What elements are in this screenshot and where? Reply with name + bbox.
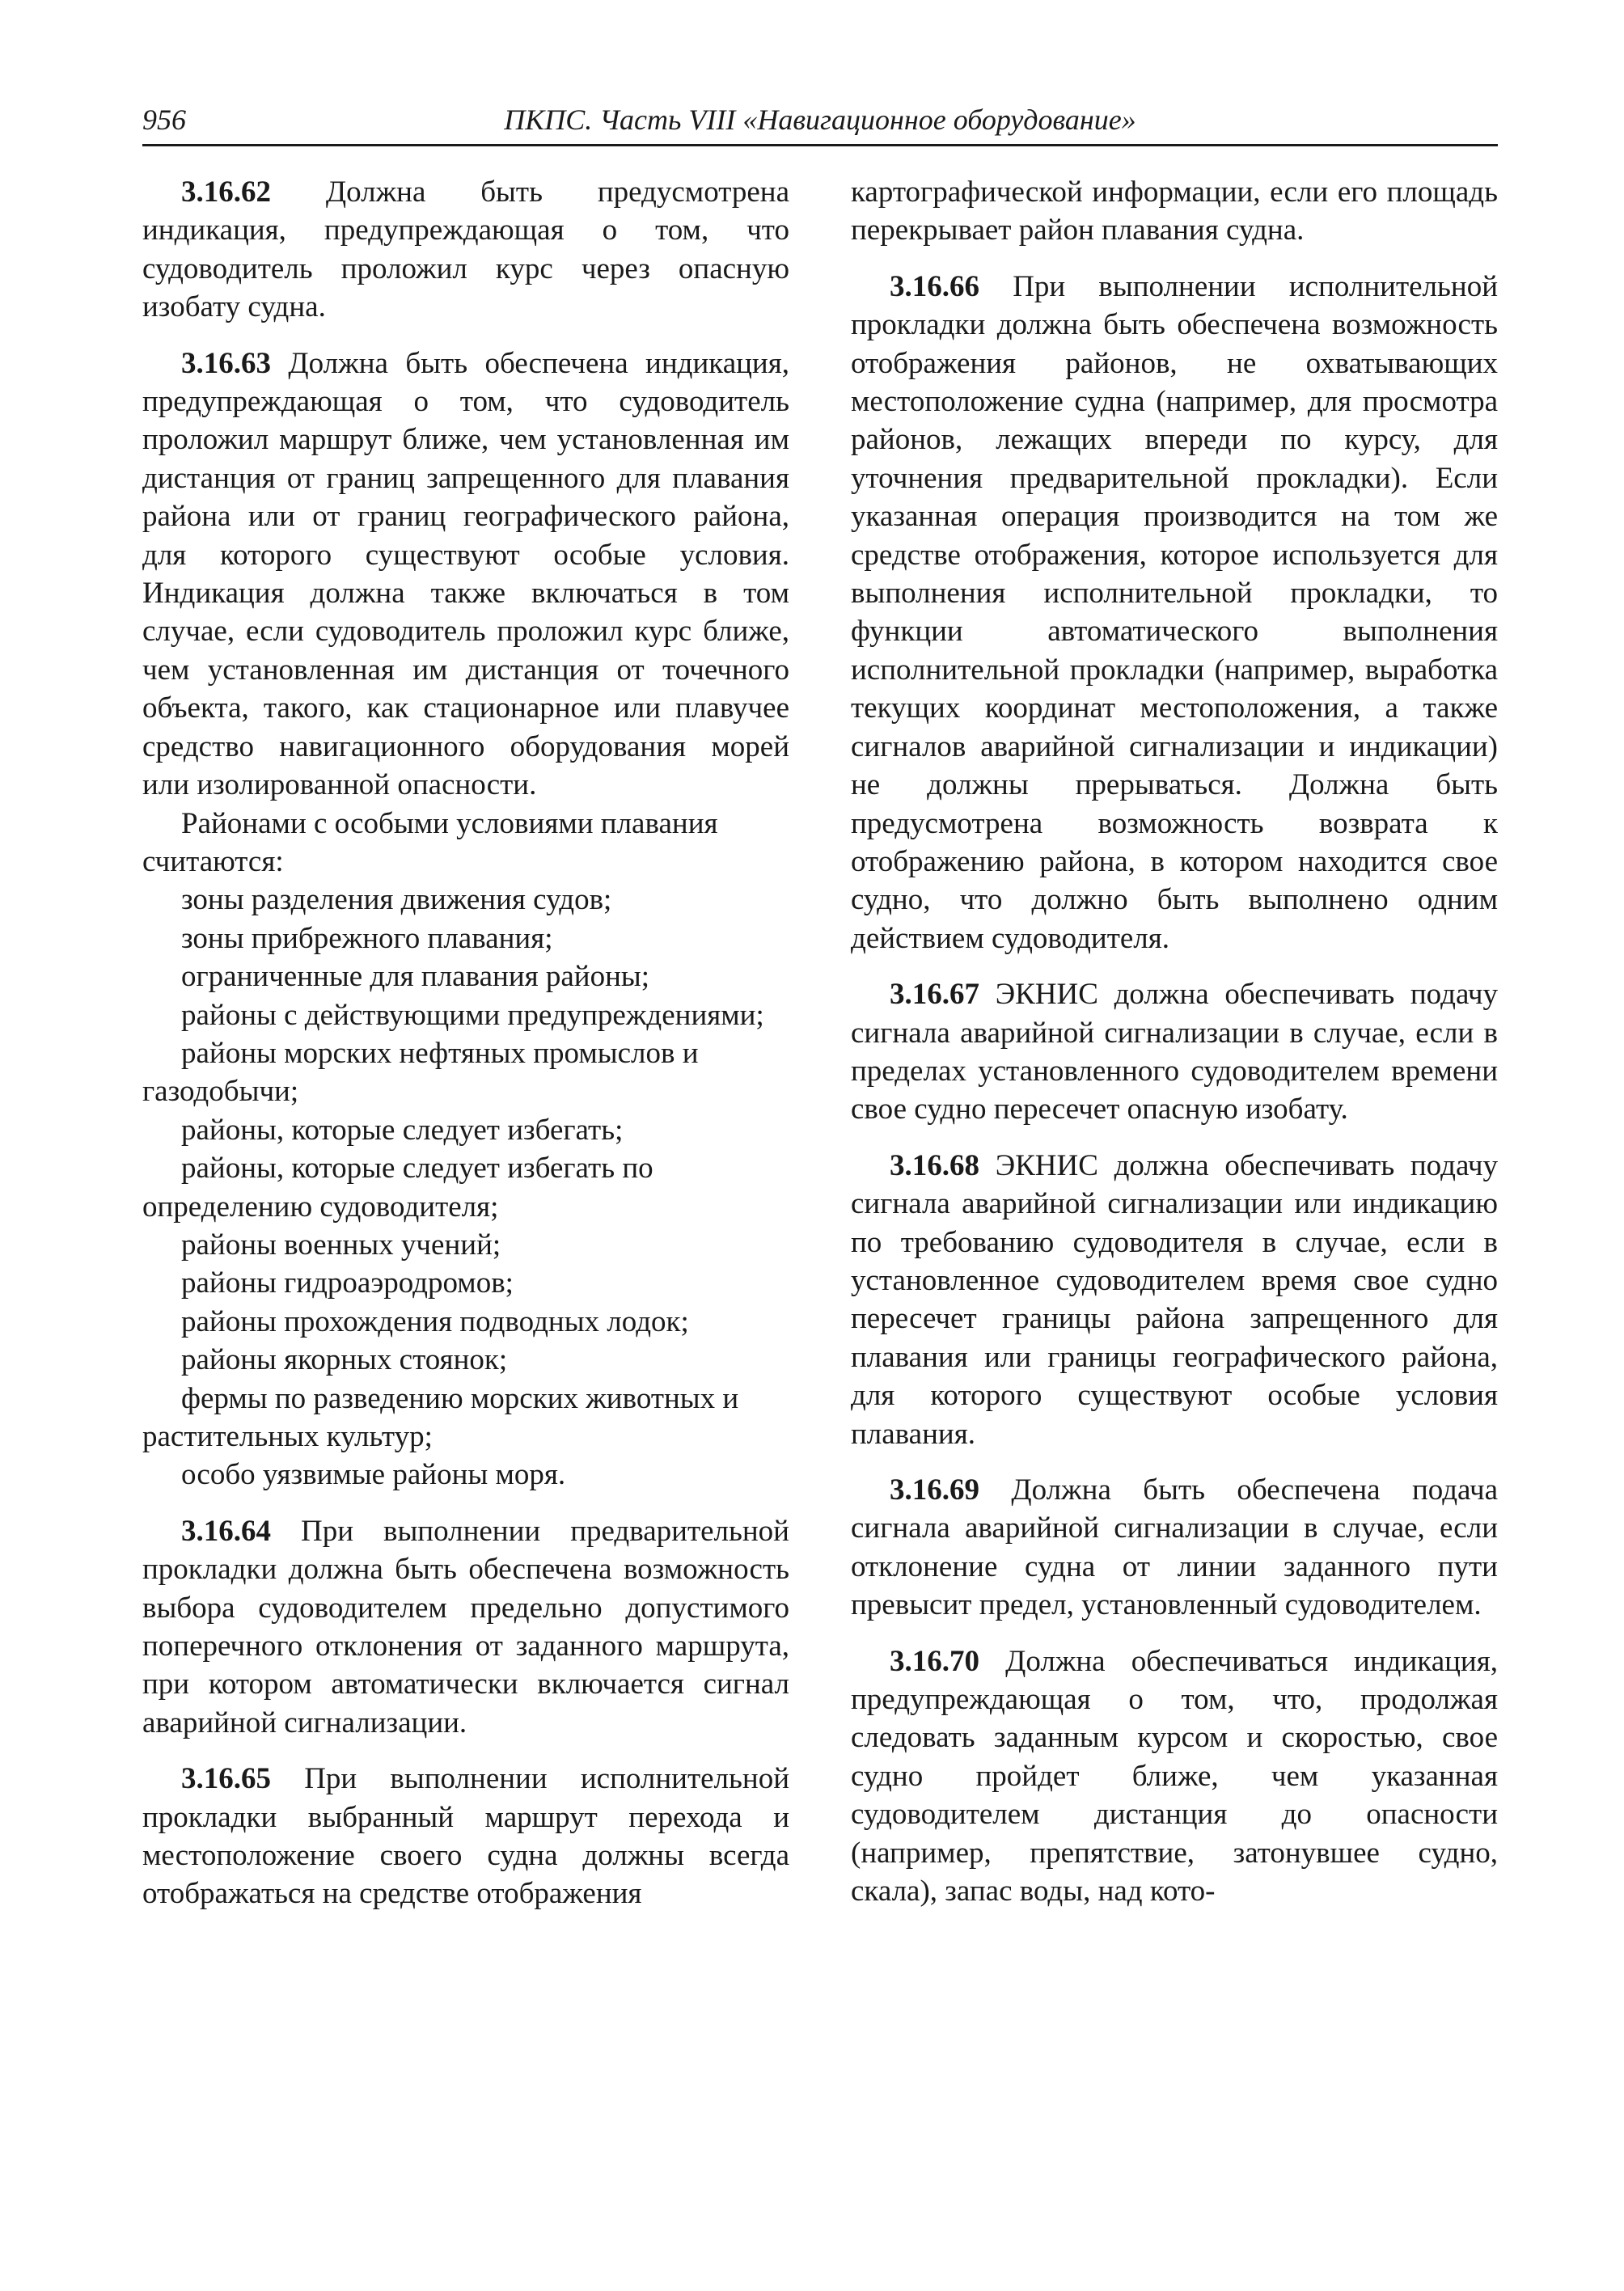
list-item: ограниченные для плавания районы; bbox=[181, 960, 650, 994]
clause-text: Должна обеспечиваться индикация, предупреждающая о том, что, продолжая следовать заданным курсом и скоростью, свое судно пройдет ближе, чем указанная судоводителем дистанция до опасности (например, препятствие, затонувшее судно, скала), запас воды, над кото- bbox=[851, 1644, 1498, 1908]
right-column bbox=[851, 173, 1498, 1910]
paragraph-3-16-66 bbox=[851, 268, 1498, 957]
list-item: особо уязвимые районы моря. bbox=[181, 1458, 566, 1492]
paragraph-3-16-70 bbox=[851, 1642, 1498, 1911]
clause-number: 3.16.67 bbox=[890, 978, 979, 1012]
paragraph-3-16-68 bbox=[851, 1147, 1498, 1453]
clause-number: 3.16.65 bbox=[181, 1762, 271, 1796]
clause-number: 3.16.63 bbox=[181, 346, 271, 380]
list-item: районы, которые следует избегать; bbox=[181, 1113, 624, 1147]
paragraph-3-16-64 bbox=[142, 1512, 789, 1742]
page-header bbox=[142, 104, 1498, 146]
clause-text: При выполнении предварительной прокладки должна быть обеспечена возможность выбора судоводителем предельно допустимого поперечного отклонения от заданного маршрута, при котором автоматически включается сигнал аварийной сигнализации. bbox=[142, 1514, 789, 1739]
clause-text: При выполнении исполнительной прокладки выбранный маршрут перехода и местоположение своего судна должны всегда отображаться на средстве отображения bbox=[142, 1762, 789, 1911]
list-item: фермы по разведению морских животных и растительных культур; bbox=[142, 1381, 739, 1453]
clause-number: 3.16.66 bbox=[890, 269, 979, 303]
list-item: зоны прибрежного плавания; bbox=[181, 921, 553, 955]
list-item: районы морских нефтяных промыслов и газодобычи; bbox=[142, 1036, 699, 1109]
paragraph-3-16-69 bbox=[851, 1471, 1498, 1625]
list-item: районы гидроаэродромов; bbox=[181, 1266, 514, 1300]
paragraph-3-16-67 bbox=[851, 975, 1498, 1129]
page-number: 956 bbox=[142, 104, 186, 136]
clause-text: При выполнении исполнительной прокладки должна быть обеспечена возможность отображения районов, не охватывающих местоположение судна (например, для просмотра районов, лежащих впереди по курсу, для уточнения предварительной прокладки). Если указанная операция производится на том же средстве отображения, которое используется для выполнения исполнительной прокладки, то функции автоматического выполнения исполнительной прокладки (например, выработка текущих координат местоположения, а также сигналов аварийной сигнализации и индикации) не должны прерываться. Должна быть предусмотрена возможность возврата к отображению района, в котором находится свое судно, что должно быть выполнено одним действием судоводителя. bbox=[851, 269, 1498, 955]
clause-number: 3.16.64 bbox=[181, 1514, 271, 1548]
clause-number: 3.16.70 bbox=[890, 1644, 979, 1678]
areas-intro: Районами с особыми условиями плавания считаются: bbox=[142, 806, 718, 878]
paragraph-3-16-63 bbox=[142, 344, 789, 805]
list-item: районы прохождения подводных лодок; bbox=[181, 1304, 689, 1338]
clause-text: Должна быть обеспечена индикация, предупреждающая о том, что судоводитель проложил маршрут ближе, чем установленная им дистанция от границ запрещенного для плавания района или от границ географического района, для которого существуют особые условия. Индикация должна также включаться в том случае, если судоводитель проложил курс ближе, чем установленная им дистанция от точечного объекта, такого, как стационарное или плавучее средство навигационного оборудования морей или изолированной опасности. bbox=[142, 346, 789, 802]
list-item: зоны разделения движения судов; bbox=[181, 883, 612, 917]
running-title: ПКПС. Часть VIII «Навигационное оборудование» bbox=[504, 104, 1136, 136]
clause-number: 3.16.69 bbox=[890, 1473, 979, 1507]
left-column bbox=[142, 173, 789, 1913]
list-item: районы военных учений; bbox=[181, 1228, 501, 1262]
paragraph-3-16-65 bbox=[142, 1760, 789, 1913]
list-item: районы якорных стоянок; bbox=[181, 1343, 508, 1377]
clause-text: ЭКНИС должна обеспечивать подачу сигнала аварийной сигнализации или индикацию по требованию судоводителя в случае, если в установленное судоводителем время свое судно пересечет границы района запрещенного для плавания или границы географического района, для которого существуют особые условия плавания. bbox=[851, 1148, 1498, 1451]
list-item: районы с действующими предупреждениями; bbox=[181, 998, 764, 1032]
clause-text: ЭКНИС должна обеспечивать подачу сигнала аварийной сигнализации в случае, если в пределах установленного судоводителем времени свое судно пересечет опасную изобату. bbox=[851, 978, 1498, 1126]
clause-text: Должна быть обеспечена подача сигнала аварийной сигнализации в случае, если отклонение судна от линии заданного пути превысит предел, установленный судоводителем. bbox=[851, 1473, 1498, 1622]
clause-number: 3.16.62 bbox=[181, 175, 271, 209]
paragraph-3-16-65-continued: картографической информации, если его площадь перекрывает район плавания судна. bbox=[851, 175, 1498, 247]
list-item: районы, которые следует избегать по определению судоводителя; bbox=[142, 1152, 653, 1224]
paragraph-3-16-62 bbox=[142, 173, 789, 327]
clause-text: Должна быть предусмотрена индикация, предупреждающая о том, что судоводитель проложил курс через опасную изобату судна. bbox=[142, 175, 789, 324]
clause-number: 3.16.68 bbox=[890, 1148, 979, 1182]
